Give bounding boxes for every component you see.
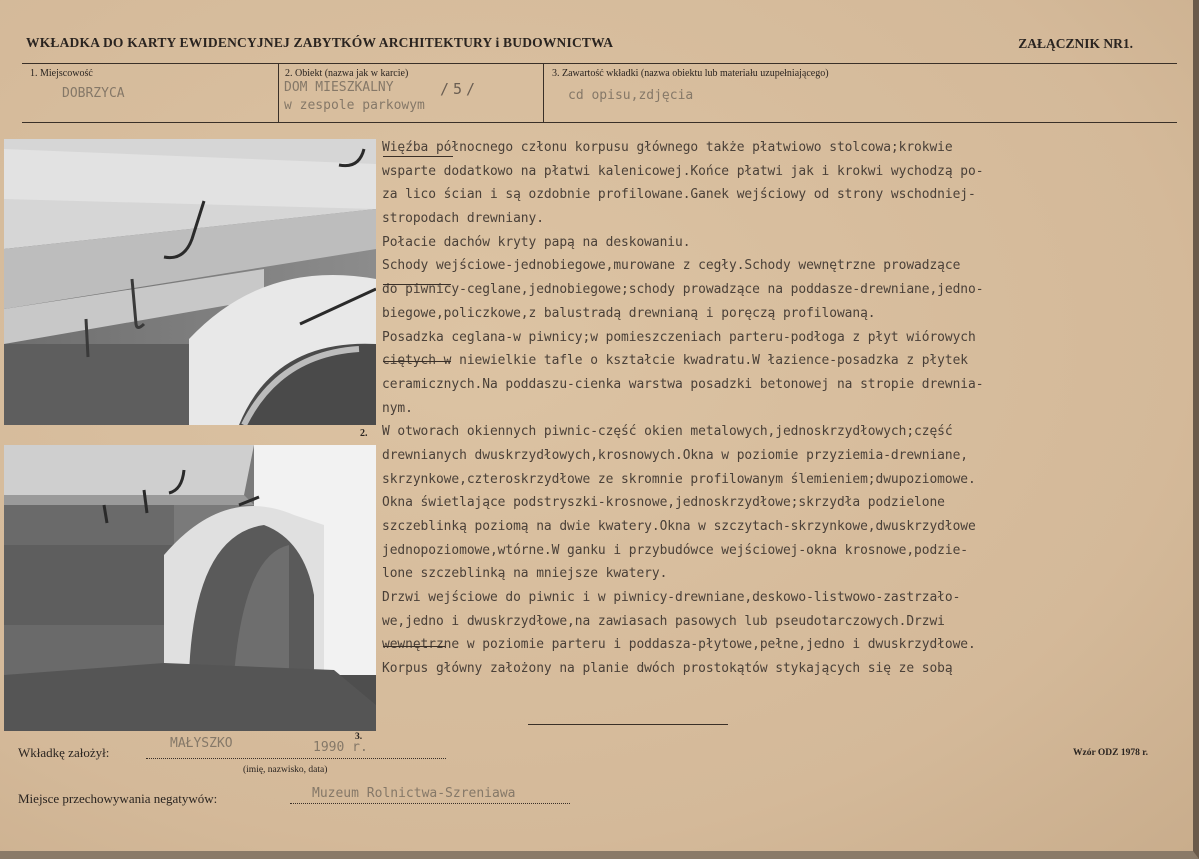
text-line: stropodach drewniany. (382, 211, 544, 227)
photo-1-attic-beams (4, 139, 376, 425)
author-value: MAŁYSZKO (170, 736, 233, 751)
negatives-label: Miejsce przechowywania negatywów: (18, 791, 218, 806)
text-line: za lico ścian i są ozdobnie profilowane.Ganek wejściowy od strony wschodniej- (382, 187, 976, 203)
underline-korpus (528, 724, 728, 725)
text-line: Drzwi wejściowe do piwnic i w piwnicy-drewniane,deskowo-listwowo-zastrzało- (382, 590, 961, 606)
date-value: 1990 r. (313, 740, 368, 755)
contents-label: 3. Zawartość wkładki (nazwa obiektu lub materiału uzupełniającego) (552, 68, 829, 79)
author-dotted-line (146, 758, 446, 759)
header-rule-bottom (22, 122, 1177, 123)
text-line: wewnętrzne w poziomie parteru i poddasza-płytowe,pełne,jedno i dwuskrzydłowe. (382, 637, 976, 653)
negatives-dotted-line (290, 803, 570, 804)
form-code: Wzór ODZ 1978 r. (1073, 748, 1148, 758)
field-divider-2 (543, 63, 544, 122)
locality-label: 1. Miejscowość (30, 68, 93, 79)
text-line: Połacie dachów kryty papą na deskowaniu. (382, 234, 691, 250)
photo-1-number: 2. (360, 428, 368, 439)
text-line: biegowe,policzkowe,z balustradą drewnianą i poręczą profilowaną. (382, 305, 876, 321)
object-value-line2: w zespole parkowym (284, 98, 425, 113)
object-number-mark: /5/ (440, 80, 480, 98)
text-line: Więźba północnego członu korpusu głównego także płatwiowo stolcowa;krokwie (382, 140, 953, 155)
photo-2-cellar-arch (4, 445, 376, 731)
author-caption: (imię, nazwisko, data) (243, 765, 328, 775)
underline-drzwi (383, 646, 445, 647)
card-title: WKŁADKA DO KARTY EWIDENCYJNEJ ZABYTKÓW ARCHITEKTURY i BUDOWNICTWA (26, 35, 614, 50)
text-line: wsparte dodatkowo na płatwi kalenicowej.Końce płatwi jak i krokwi wychodzą po- (382, 163, 984, 179)
text-line: lone szczeblinką na mniejsze kwatery. (382, 566, 668, 582)
object-value-line1: DOM MIESZKALNY (284, 80, 394, 95)
underline-posadzka (383, 361, 451, 362)
text-line: nym. (382, 400, 413, 416)
text-line: Schody wejściowe-jednobiegowe,murowane z cegły.Schody wewnętrzne prowadzące (382, 258, 961, 274)
description-text (382, 136, 1172, 681)
text-line: Korpus główny założony na planie dwóch prostokątów stykających się ze sobą (382, 661, 953, 677)
text-line: drewnianych dwuskrzydłowych,krosnowych.Okna w poziomie przyziemia-drewniane, (382, 447, 969, 463)
header-rule-top (22, 63, 1177, 64)
text-line: skrzynkowe,czteroskrzydłowe ze skromnie profilowanym ślemieniem;dwupoziomowe. (382, 471, 976, 487)
text-line: do piwnicy-ceglane,jednobiegowe;schody prowadzące na poddasze-drewniane,jedno- (382, 282, 984, 298)
underline-wiezba (383, 156, 453, 157)
field-divider-1 (278, 63, 279, 122)
contents-value: cd opisu,zdjęcia (568, 88, 694, 103)
text-line: we,jedno i dwuskrzydłowe,na zawiasach pasowych lub pseudotarczowych.Drzwi (382, 613, 945, 629)
underline-schody (383, 284, 451, 285)
text-line: W otworach okiennych piwnic-część okien metalowych,jednoskrzydłowych;część (382, 424, 953, 440)
text-line: ciętych w niewielkie tafle o kształcie kwadratu.W łazience-posadzka z płytek (382, 353, 969, 369)
date-mark: 3. (355, 732, 363, 742)
text-line: szczeblinką poziomą na dwie kwatery.Okna w szczytach-skrzynkowe,dwuskrzydłowe (382, 519, 976, 534)
text-line: Posadzka ceglana-w piwnicy;w pomieszczeniach parteru-podłoga z płyt wiórowych (382, 329, 976, 345)
negatives-value: Muzeum Rolnictwa-Szreniawa (312, 786, 516, 801)
text-line: Okna świetlające podstryszki-krosnowe,jednoskrzydłowe;skrzydła podzielone (382, 495, 945, 511)
locality-value: DOBRZYCA (62, 86, 125, 101)
object-label: 2. Obiekt (nazwa jak w karcie) (285, 68, 409, 79)
text-line: jednopoziomowe,wtórne.W ganku i przybudówce wejściowej-okna krosnowe,podzie- (382, 542, 969, 558)
attachment-number: ZAŁĄCZNIK NR1. (1018, 36, 1133, 51)
text-line: ceramicznych.Na poddaszu-cienka warstwa posadzki betonowej na stropie drewnia- (382, 376, 984, 392)
author-label: Wkładkę założył: (18, 745, 110, 760)
